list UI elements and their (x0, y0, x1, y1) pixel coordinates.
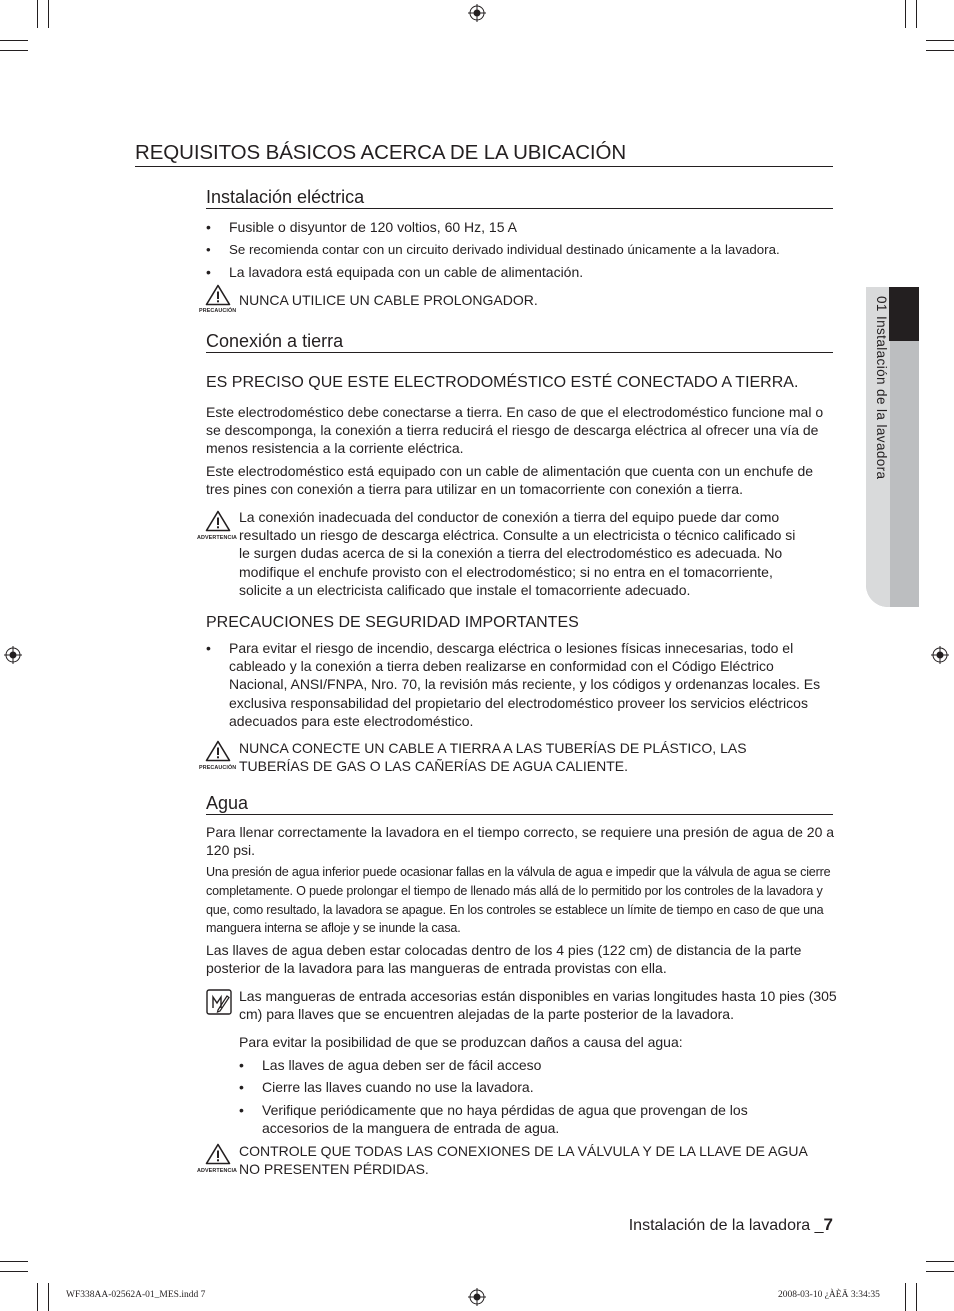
note-intro: Para evitar la posibilidad de que se produzcan daños a causa del agua: (239, 1034, 683, 1050)
warning-symbol: ADVERTENCIA (197, 509, 239, 545)
crop-mark (905, 1283, 906, 1311)
caution-symbol: PRECAUCIÓN (198, 740, 238, 774)
paragraph: Este electrodoméstico está equipado con un cable de alimentación que cuenta con un enchufe de tres pines con conexión a tierra para utilizar en un tomacorriente con conexión a tierra. (206, 463, 814, 498)
side-tab-label: 01 Instalación de la lavadora (874, 296, 889, 480)
crop-mark (37, 1283, 38, 1311)
caution-symbol: PRECAUCIÓN (198, 284, 238, 318)
caution-triangle-icon (205, 284, 231, 306)
caution-text: NUNCA CONECTE UN CABLE A TIERRA A LAS TUBERÍAS DE PLÁSTICO, LAS TUBERÍAS DE GAS O LAS CAÑERÍAS DE AGUA CALIENTE. (239, 740, 747, 775)
crop-mark (916, 1283, 917, 1311)
page-footer (629, 1215, 833, 1236)
bullet-icon: • (206, 264, 211, 280)
crop-mark (926, 1261, 954, 1262)
warning-text: CONTROLE QUE TODAS LAS CONEXIONES DE LA VÁLVULA Y DE LA LLAVE DE AGUA NO PRESENTEN PÉRDIDAS. (239, 1143, 808, 1178)
note-text: Las mangueras de entrada accesorias están disponibles en varias longitudes hasta 10 pies (305 cm) para llaves que se encuentren alejadas de la parte posterior de la lavadora. (239, 988, 837, 1023)
crop-mark (916, 0, 917, 28)
footer-text: Instalación de la lavadora _ (628, 1217, 824, 1234)
note-icon (206, 989, 232, 1015)
registration-mark-icon (468, 1288, 486, 1306)
paragraph-small: Una presión de agua inferior puede ocasionar fallas en la válvula de agua e impedir que la válvula de agua se cierre completamente. O puede prolongar el tiempo de llenado más allá de lo permitido por los controles de la lavadora y que, como resultado, la lavadora se apague. En los controles se establece un límite de tiempo en caso de que una manguera interna se afloje y se inunde la casa. (206, 865, 831, 936)
page-title: REQUISITOS BÁSICOS ACERCA DE LA UBICACIÓN (135, 140, 833, 167)
slug-date: 2008-03-10 ¿ÀÈÄ 3:34:35 (778, 1290, 880, 1300)
section-title-water: Agua (206, 792, 833, 815)
bullet-icon: • (206, 219, 211, 235)
section-title-ground: Conexión a tierra (206, 330, 833, 353)
bullet-icon: • (239, 1079, 244, 1095)
registration-mark-icon (468, 4, 486, 22)
caution-text: NUNCA UTILICE UN CABLE PROLONGADOR. (239, 292, 538, 308)
crop-mark (0, 40, 28, 41)
side-tab-marker (889, 287, 919, 341)
registration-mark-icon (931, 646, 949, 664)
crop-mark (37, 0, 38, 28)
paragraph: Este electrodoméstico debe conectarse a tierra. En caso de que el electrodoméstico funcione mal o se descomponga, la conexión a tierra reducirá el riesgo de descarga eléctrica al ofrecer una vía de menos resistencia a la corriente eléctrica. (206, 404, 824, 457)
page-number: 7 (823, 1215, 833, 1234)
crop-mark (926, 1271, 954, 1272)
crop-mark (48, 1283, 49, 1311)
crop-mark (0, 1261, 28, 1262)
crop-mark (48, 0, 49, 28)
bullet-icon: • (206, 242, 211, 257)
caution-triangle-icon (205, 740, 231, 762)
crop-mark (905, 0, 906, 28)
registration-mark-icon (4, 646, 22, 664)
crop-mark (926, 40, 954, 41)
section-title-safety: PRECAUCIONES DE SEGURIDAD IMPORTANTES (206, 614, 579, 631)
section-title-electrical: Instalación eléctrica (206, 186, 833, 209)
paragraph: Para llenar correctamente la lavadora en el tiempo correcto, se requiere una presión de agua de 20 a 120 psi. (206, 824, 835, 859)
crop-mark (0, 50, 28, 51)
bullet-icon: • (239, 1057, 244, 1073)
crop-mark (926, 50, 954, 51)
warning-text: La conexión inadecuada del conductor de conexión a tierra del equipo puede dar como resultado un riesgo de descarga eléctrica. Consulte a un electricista o técnico calificado si le surgen dudas acerca de si la conexión a tierra del electrodoméstico es adecuada. No modifique el enchufe provisto con el electrodoméstico; si no entra en el tomacorriente, solicite a un electricista calificado que instale el tomacorriente adecuado. (239, 509, 796, 598)
paragraph: Las llaves de agua deben estar colocadas dentro de los 4 pies (122 cm) de distancia de la parte posterior de la lavadora para las mangueras de entrada provistas con ella. (206, 942, 802, 977)
bullet-icon: • (206, 640, 211, 656)
bullet-icon: • (239, 1102, 244, 1118)
warning-triangle-icon (205, 510, 231, 532)
slug-filename: WF338AA-02562A-01_MES.indd 7 (66, 1290, 206, 1300)
warning-symbol: ADVERTENCIA (197, 1142, 239, 1178)
crop-mark (0, 1271, 28, 1272)
ground-subtitle: ES PRECISO QUE ESTE ELECTRODOMÉSTICO ESTÉ CONECTADO A TIERRA. (206, 374, 799, 391)
warning-triangle-icon (205, 1143, 231, 1165)
